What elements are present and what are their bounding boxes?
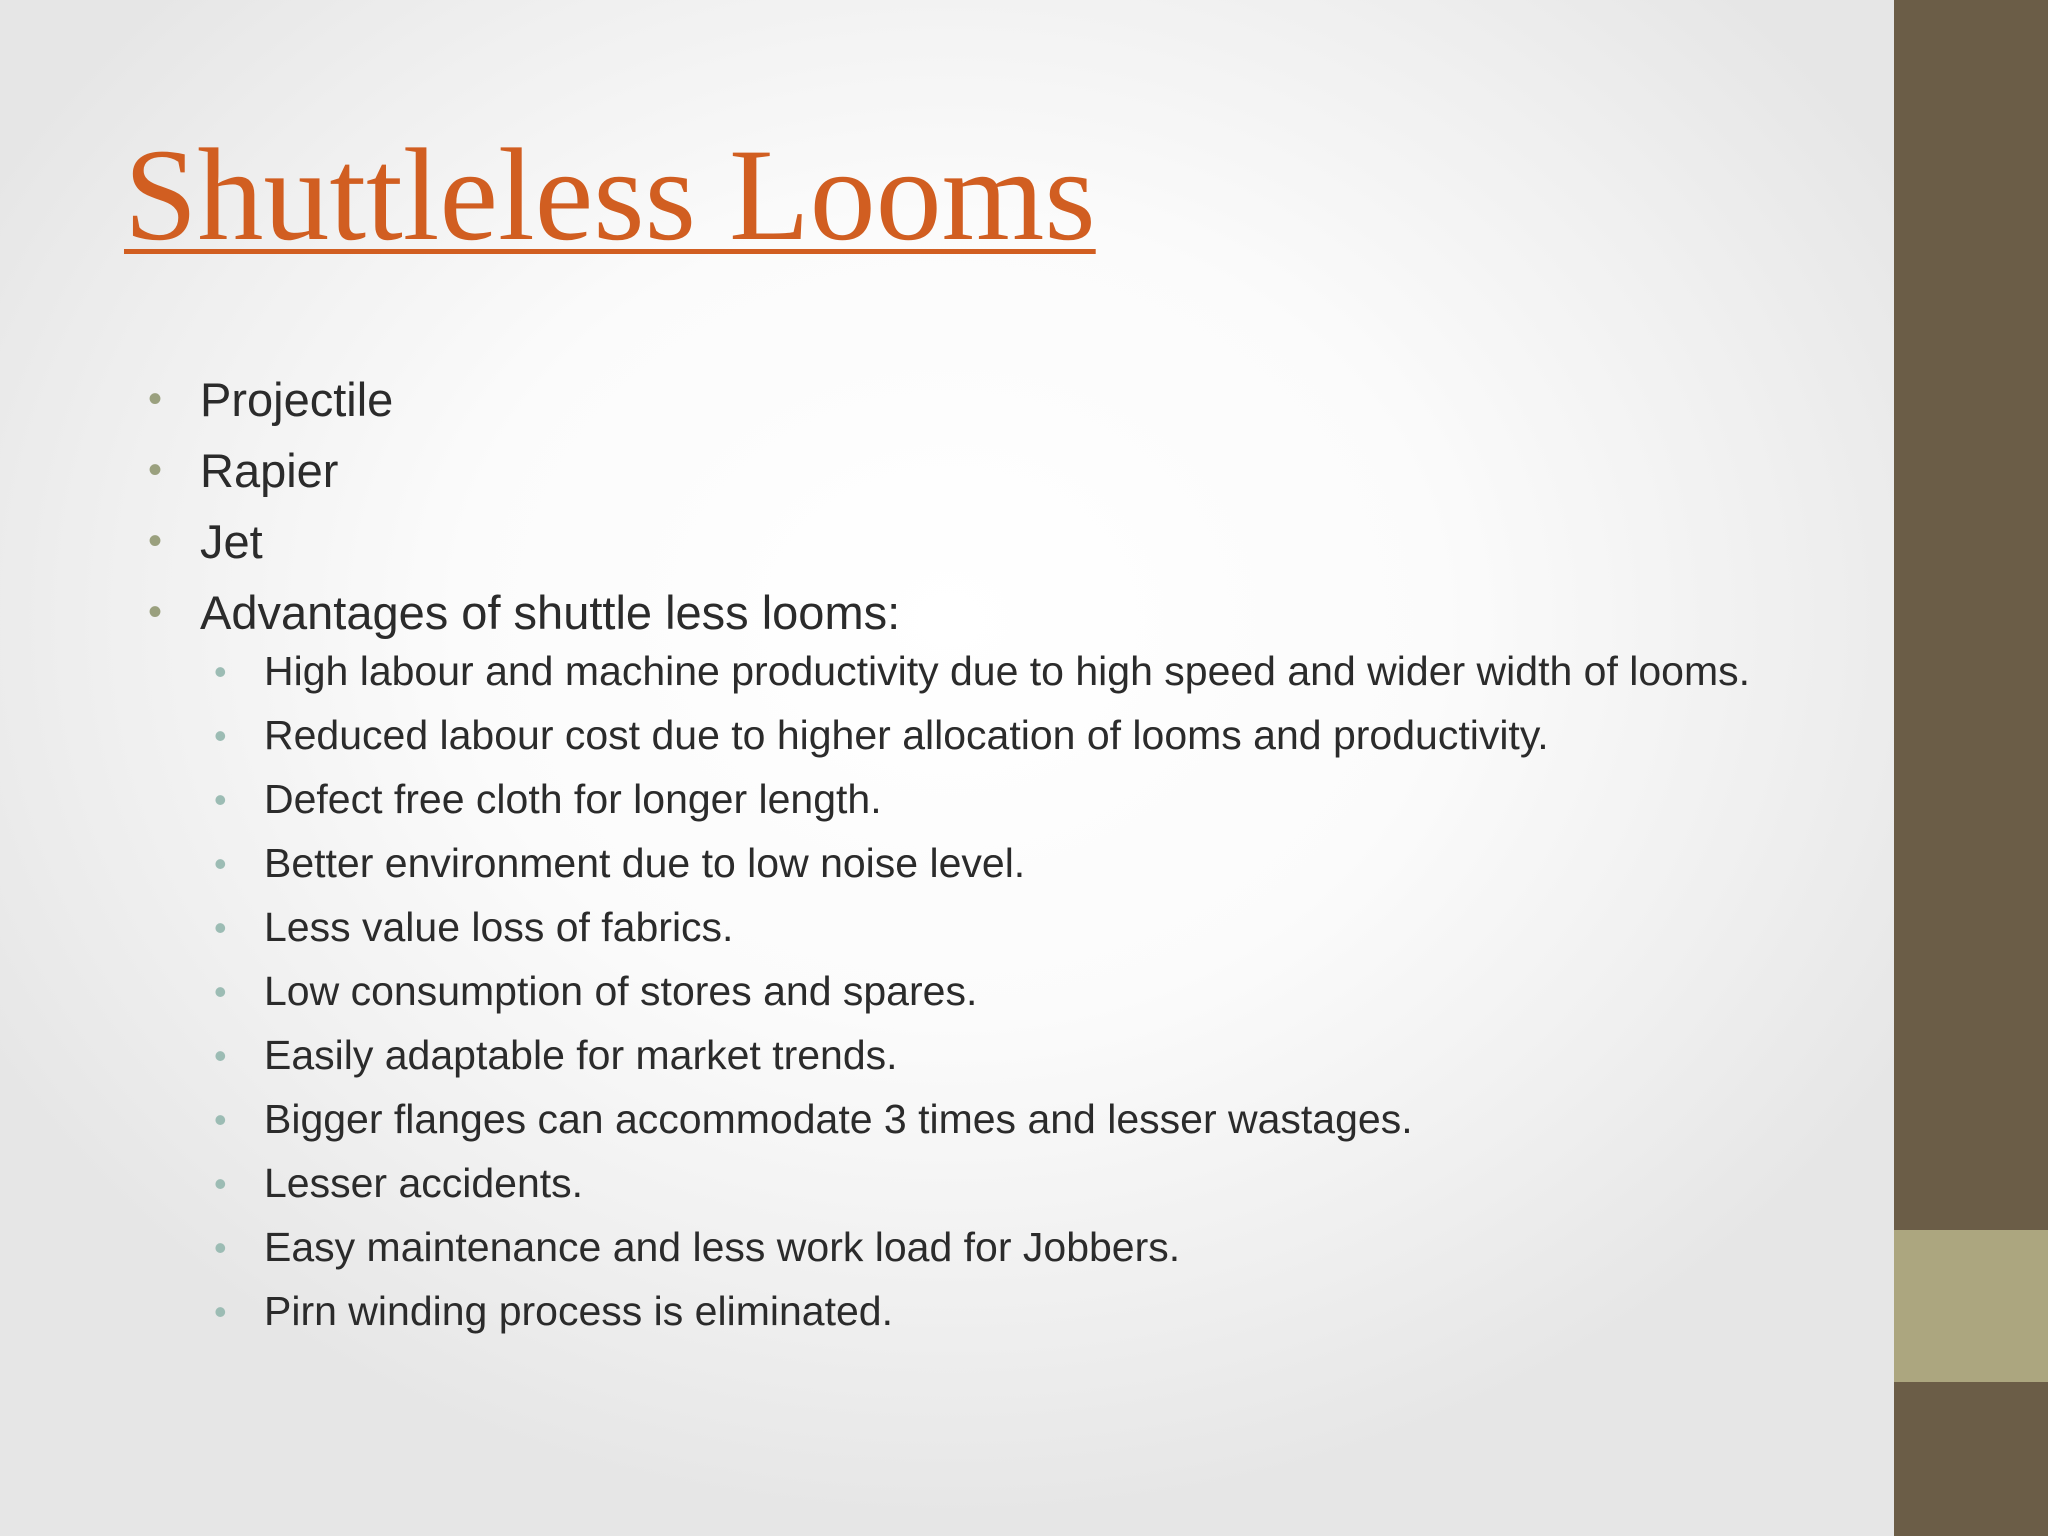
sub-list-item-text: Lesser accidents. xyxy=(264,1160,584,1206)
list-item-text: Advantages of shuttle less looms: xyxy=(200,586,901,639)
list-item-text: Rapier xyxy=(200,444,339,497)
bullet-icon: • xyxy=(214,971,227,1012)
bullet-icon: • xyxy=(214,843,227,884)
list-item-text: Projectile xyxy=(200,373,394,426)
bullet-icon: • xyxy=(214,1227,227,1268)
bullet-icon: • xyxy=(214,1291,227,1332)
bullet-icon: • xyxy=(214,1035,227,1076)
side-decoration-accent xyxy=(1894,1230,2048,1382)
bullet-icon: • xyxy=(148,519,163,563)
sub-list-item xyxy=(214,1158,1764,1209)
sub-bullet-list xyxy=(148,646,1868,1337)
sub-list-item-text: Low consumption of stores and spares. xyxy=(264,968,978,1014)
sub-list-item-text: Bigger flanges can accommodate 3 times and lesser wastages. xyxy=(264,1096,1413,1142)
list-item xyxy=(148,364,1868,435)
bullet-icon: • xyxy=(148,448,163,492)
sub-list-item xyxy=(214,966,1764,1017)
sub-list-item xyxy=(214,838,1764,889)
bullet-icon: • xyxy=(148,377,163,421)
sub-list-item-text: Reduced labour cost due to higher allocation of looms and productivity. xyxy=(264,712,1549,758)
bullet-icon: • xyxy=(214,1163,227,1204)
sub-list-item xyxy=(214,646,1764,697)
list-item-text: Jet xyxy=(200,515,263,568)
sub-list-item-text: Pirn winding process is eliminated. xyxy=(264,1288,893,1334)
sub-list-item-text: Defect free cloth for longer length. xyxy=(264,776,882,822)
sub-list-item xyxy=(214,774,1764,825)
sub-list-item xyxy=(214,902,1764,953)
sub-list-item-text: Easy maintenance and less work load for Jobbers. xyxy=(264,1224,1181,1270)
bullet-list xyxy=(148,364,1868,1350)
sub-list-item-text: High labour and machine productivity due to high speed and wider width of looms. xyxy=(264,648,1750,694)
list-item xyxy=(148,506,1868,577)
sub-list-item-text: Better environment due to low noise level. xyxy=(264,840,1026,886)
bullet-icon: • xyxy=(214,651,227,692)
sub-list-container xyxy=(148,646,1868,1337)
slide-title: Shuttleless Looms xyxy=(124,121,1096,268)
sub-list-item-text: Easily adaptable for market trends. xyxy=(264,1032,898,1078)
bullet-icon: • xyxy=(214,907,227,948)
sub-list-item xyxy=(214,1030,1764,1081)
sub-list-item-text: Less value loss of fabrics. xyxy=(264,904,734,950)
bullet-icon: • xyxy=(214,1099,227,1140)
list-item xyxy=(148,577,1868,648)
sub-list-item xyxy=(214,710,1764,761)
sub-list-item xyxy=(214,1286,1764,1337)
sub-list-item xyxy=(214,1094,1764,1145)
bullet-icon: • xyxy=(214,715,227,756)
sub-list-item xyxy=(214,1222,1764,1273)
bullet-icon: • xyxy=(148,590,163,634)
bullet-icon: • xyxy=(214,779,227,820)
list-item xyxy=(148,435,1868,506)
